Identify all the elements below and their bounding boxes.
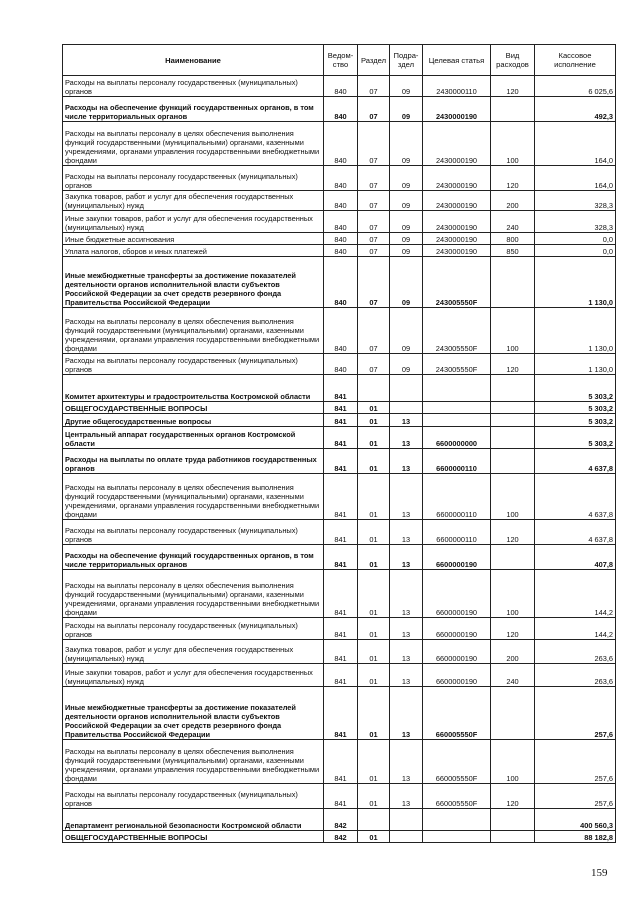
header-celevaya-statya: Целевая статья	[423, 45, 491, 76]
cell-vid-rashodov: 120	[491, 520, 535, 545]
cell-kassovoe-ispolnenie: 263,6	[535, 640, 616, 664]
cell-podrazdel: 13	[390, 784, 423, 809]
header-name: Наименование	[63, 45, 324, 76]
cell-celevaya-statya: 6600000190	[423, 618, 491, 640]
table-row	[63, 375, 616, 402]
cell-celevaya-statya: 660005550F	[423, 740, 491, 784]
cell-vid-rashodov	[491, 414, 535, 427]
table-row	[63, 245, 616, 257]
cell-vedomstvo: 840	[324, 257, 358, 308]
cell-celevaya-statya	[423, 414, 491, 427]
table-row	[63, 545, 616, 570]
cell-kassovoe-ispolnenie: 144,2	[535, 570, 616, 618]
cell-vid-rashodov: 200	[491, 191, 535, 211]
cell-razdel: 07	[358, 122, 390, 166]
cell-vid-rashodov: 850	[491, 245, 535, 257]
cell-razdel: 01	[358, 640, 390, 664]
table-row	[63, 166, 616, 191]
cell-celevaya-statya: 2430000190	[423, 233, 491, 245]
cell-name: Иные бюджетные ассигнования	[63, 233, 324, 245]
table-row	[63, 449, 616, 474]
cell-razdel: 07	[358, 233, 390, 245]
cell-vedomstvo: 840	[324, 76, 358, 97]
cell-vid-rashodov	[491, 427, 535, 449]
cell-razdel: 01	[358, 449, 390, 474]
table-row	[63, 402, 616, 414]
cell-vid-rashodov: 100	[491, 122, 535, 166]
cell-vedomstvo: 841	[324, 375, 358, 402]
cell-kassovoe-ispolnenie: 164,0	[535, 122, 616, 166]
cell-razdel: 01	[358, 570, 390, 618]
cell-vid-rashodov: 200	[491, 640, 535, 664]
cell-razdel: 07	[358, 308, 390, 354]
cell-vid-rashodov	[491, 687, 535, 740]
cell-celevaya-statya	[423, 809, 491, 831]
cell-kassovoe-ispolnenie: 1 130,0	[535, 354, 616, 375]
page-number: 159	[591, 867, 608, 879]
table-row	[63, 618, 616, 640]
table-row	[63, 831, 616, 843]
cell-vid-rashodov: 800	[491, 233, 535, 245]
cell-celevaya-statya: 2430000190	[423, 166, 491, 191]
cell-vid-rashodov	[491, 402, 535, 414]
cell-vedomstvo: 841	[324, 687, 358, 740]
cell-kassovoe-ispolnenie: 1 130,0	[535, 257, 616, 308]
cell-podrazdel: 09	[390, 354, 423, 375]
cell-celevaya-statya: 6600000190	[423, 664, 491, 687]
cell-vid-rashodov	[491, 809, 535, 831]
cell-razdel: 01	[358, 618, 390, 640]
cell-vid-rashodov	[491, 97, 535, 122]
cell-celevaya-statya: 660005550F	[423, 687, 491, 740]
cell-name: Закупка товаров, работ и услуг для обеспечения государственных (муниципальных) нужд	[63, 640, 324, 664]
cell-podrazdel: 13	[390, 570, 423, 618]
cell-kassovoe-ispolnenie: 4 637,8	[535, 449, 616, 474]
table-row	[63, 76, 616, 97]
cell-celevaya-statya: 6600000190	[423, 545, 491, 570]
cell-vid-rashodov: 100	[491, 740, 535, 784]
cell-celevaya-statya: 2430000190	[423, 97, 491, 122]
cell-vid-rashodov: 100	[491, 308, 535, 354]
cell-vid-rashodov: 120	[491, 76, 535, 97]
cell-podrazdel	[390, 402, 423, 414]
cell-name: Иные межбюджетные трансферты за достижение показателей деятельности органов исполнительной власти субъектов Российской Федерации за счет средств резервного фонда Правительства Российской Федерации	[63, 257, 324, 308]
cell-name: Расходы на выплаты персоналу в целях обеспечения выполнения функций государственными (муниципальными) органами, казенными учреждениями, органами управления государственными внебюджетными фондами	[63, 122, 324, 166]
cell-podrazdel: 09	[390, 191, 423, 211]
cell-name: Расходы на выплаты персоналу государственных (муниципальных) органов	[63, 76, 324, 97]
table-row	[63, 474, 616, 520]
cell-vedomstvo: 840	[324, 233, 358, 245]
cell-vedomstvo: 841	[324, 414, 358, 427]
cell-vid-rashodov	[491, 375, 535, 402]
cell-kassovoe-ispolnenie: 263,6	[535, 664, 616, 687]
cell-vid-rashodov: 240	[491, 211, 535, 233]
cell-name: Расходы на выплаты персоналу государственных (муниципальных) органов	[63, 618, 324, 640]
cell-name: Другие общегосударственные вопросы	[63, 414, 324, 427]
cell-razdel: 01	[358, 402, 390, 414]
cell-vedomstvo: 840	[324, 166, 358, 191]
cell-name: Расходы на выплаты по оплате труда работников государственных органов	[63, 449, 324, 474]
cell-razdel: 01	[358, 687, 390, 740]
cell-vid-rashodov	[491, 831, 535, 843]
cell-name: Иные закупки товаров, работ и услуг для обеспечения государственных (муниципальных) нужд	[63, 664, 324, 687]
cell-celevaya-statya	[423, 831, 491, 843]
cell-celevaya-statya	[423, 375, 491, 402]
cell-razdel: 07	[358, 257, 390, 308]
cell-vedomstvo: 840	[324, 191, 358, 211]
cell-podrazdel: 09	[390, 233, 423, 245]
table-row	[63, 520, 616, 545]
cell-razdel: 01	[358, 784, 390, 809]
cell-vedomstvo: 842	[324, 809, 358, 831]
cell-podrazdel	[390, 375, 423, 402]
cell-name: ОБЩЕГОСУДАРСТВЕННЫЕ ВОПРОСЫ	[63, 402, 324, 414]
cell-kassovoe-ispolnenie: 4 637,8	[535, 474, 616, 520]
table-row	[63, 570, 616, 618]
cell-vedomstvo: 841	[324, 664, 358, 687]
cell-celevaya-statya: 2430000110	[423, 76, 491, 97]
cell-razdel: 01	[358, 414, 390, 427]
cell-podrazdel: 13	[390, 414, 423, 427]
cell-razdel: 07	[358, 166, 390, 191]
cell-name: Уплата налогов, сборов и иных платежей	[63, 245, 324, 257]
cell-celevaya-statya: 243005550F	[423, 354, 491, 375]
table-row	[63, 97, 616, 122]
cell-kassovoe-ispolnenie: 0,0	[535, 245, 616, 257]
cell-razdel: 01	[358, 831, 390, 843]
cell-celevaya-statya: 6600000110	[423, 520, 491, 545]
cell-razdel: 01	[358, 545, 390, 570]
cell-razdel: 07	[358, 245, 390, 257]
cell-podrazdel: 09	[390, 308, 423, 354]
table-row	[63, 122, 616, 166]
cell-podrazdel: 09	[390, 97, 423, 122]
cell-podrazdel: 13	[390, 449, 423, 474]
cell-kassovoe-ispolnenie: 88 182,8	[535, 831, 616, 843]
cell-razdel	[358, 809, 390, 831]
cell-celevaya-statya: 2430000190	[423, 122, 491, 166]
cell-razdel: 07	[358, 76, 390, 97]
cell-vedomstvo: 841	[324, 640, 358, 664]
cell-podrazdel: 13	[390, 740, 423, 784]
cell-celevaya-statya: 6600000190	[423, 640, 491, 664]
cell-vedomstvo: 841	[324, 427, 358, 449]
cell-kassovoe-ispolnenie: 6 025,6	[535, 76, 616, 97]
cell-kassovoe-ispolnenie: 400 560,3	[535, 809, 616, 831]
cell-vedomstvo: 840	[324, 97, 358, 122]
cell-podrazdel: 13	[390, 618, 423, 640]
cell-celevaya-statya: 2430000190	[423, 211, 491, 233]
cell-vid-rashodov	[491, 449, 535, 474]
cell-razdel: 01	[358, 427, 390, 449]
cell-kassovoe-ispolnenie: 407,8	[535, 545, 616, 570]
cell-name: Расходы на обеспечение функций государственных органов, в том числе территориальных органов	[63, 97, 324, 122]
cell-podrazdel: 09	[390, 76, 423, 97]
cell-name: Иные межбюджетные трансферты за достижение показателей деятельности органов исполнительной власти субъектов Российской Федерации за счет средств резервного фонда Правительства Российской Федерации	[63, 687, 324, 740]
table-row	[63, 308, 616, 354]
cell-vedomstvo: 841	[324, 545, 358, 570]
cell-kassovoe-ispolnenie: 257,6	[535, 740, 616, 784]
cell-razdel	[358, 375, 390, 402]
table-row	[63, 211, 616, 233]
cell-vedomstvo: 840	[324, 354, 358, 375]
cell-name: Закупка товаров, работ и услуг для обеспечения государственных (муниципальных) нужд	[63, 191, 324, 211]
table-body	[63, 76, 616, 843]
cell-celevaya-statya: 6600000110	[423, 449, 491, 474]
cell-name: ОБЩЕГОСУДАРСТВЕННЫЕ ВОПРОСЫ	[63, 831, 324, 843]
table-header-row	[63, 45, 616, 76]
cell-vedomstvo: 841	[324, 449, 358, 474]
cell-kassovoe-ispolnenie: 492,3	[535, 97, 616, 122]
cell-celevaya-statya: 2430000190	[423, 245, 491, 257]
table-row	[63, 427, 616, 449]
header-podrazdel: Подра-здел	[390, 45, 423, 76]
cell-podrazdel: 13	[390, 427, 423, 449]
cell-vid-rashodov	[491, 257, 535, 308]
cell-vedomstvo: 840	[324, 308, 358, 354]
cell-podrazdel	[390, 831, 423, 843]
cell-vedomstvo: 841	[324, 784, 358, 809]
cell-name: Департамент региональной безопасности Костромской области	[63, 809, 324, 831]
cell-name: Расходы на выплаты персоналу в целях обеспечения выполнения функций государственными (муниципальными) органами, казенными учреждениями, органами управления государственными внебюджетными фондами	[63, 570, 324, 618]
cell-kassovoe-ispolnenie: 328,3	[535, 191, 616, 211]
cell-kassovoe-ispolnenie: 257,6	[535, 784, 616, 809]
cell-name: Расходы на выплаты персоналу государственных (муниципальных) органов	[63, 166, 324, 191]
table-row	[63, 740, 616, 784]
cell-name: Расходы на обеспечение функций государственных органов, в том числе территориальных органов	[63, 545, 324, 570]
table-row	[63, 640, 616, 664]
cell-podrazdel: 09	[390, 122, 423, 166]
cell-razdel: 01	[358, 664, 390, 687]
cell-podrazdel: 13	[390, 664, 423, 687]
table-row	[63, 354, 616, 375]
cell-vid-rashodov: 120	[491, 618, 535, 640]
cell-podrazdel: 09	[390, 257, 423, 308]
header-vedomstvo: Ведом-ство	[324, 45, 358, 76]
cell-razdel: 07	[358, 97, 390, 122]
cell-name: Центральный аппарат государственных органов Костромской области	[63, 427, 324, 449]
cell-vid-rashodov: 120	[491, 784, 535, 809]
cell-celevaya-statya: 6600000190	[423, 570, 491, 618]
cell-podrazdel: 09	[390, 245, 423, 257]
cell-name: Комитет архитектуры и градостроительства Костромской области	[63, 375, 324, 402]
cell-vid-rashodov: 100	[491, 570, 535, 618]
cell-vid-rashodov: 240	[491, 664, 535, 687]
cell-kassovoe-ispolnenie: 5 303,2	[535, 414, 616, 427]
cell-vedomstvo: 841	[324, 520, 358, 545]
cell-vid-rashodov: 120	[491, 354, 535, 375]
cell-podrazdel: 09	[390, 211, 423, 233]
cell-celevaya-statya: 243005550F	[423, 308, 491, 354]
cell-podrazdel	[390, 809, 423, 831]
cell-kassovoe-ispolnenie: 328,3	[535, 211, 616, 233]
cell-kassovoe-ispolnenie: 257,6	[535, 687, 616, 740]
cell-podrazdel: 13	[390, 687, 423, 740]
cell-podrazdel: 13	[390, 520, 423, 545]
cell-vid-rashodov	[491, 545, 535, 570]
table-row	[63, 687, 616, 740]
cell-podrazdel: 13	[390, 545, 423, 570]
cell-name: Расходы на выплаты персоналу государственных (муниципальных) органов	[63, 784, 324, 809]
cell-name: Расходы на выплаты персоналу государственных (муниципальных) органов	[63, 354, 324, 375]
cell-vedomstvo: 841	[324, 740, 358, 784]
cell-vedomstvo: 841	[324, 474, 358, 520]
header-kassovoe-ispolnenie: Кассовое исполнение	[535, 45, 616, 76]
cell-podrazdel: 13	[390, 640, 423, 664]
cell-kassovoe-ispolnenie: 1 130,0	[535, 308, 616, 354]
cell-razdel: 07	[358, 191, 390, 211]
cell-name: Расходы на выплаты персоналу в целях обеспечения выполнения функций государственными (муниципальными) органами, казенными учреждениями, органами управления государственными внебюджетными фондами	[63, 740, 324, 784]
cell-vedomstvo: 841	[324, 402, 358, 414]
cell-vedomstvo: 840	[324, 122, 358, 166]
cell-vedomstvo: 842	[324, 831, 358, 843]
cell-name: Расходы на выплаты персоналу в целях обеспечения выполнения функций государственными (муниципальными) органами, казенными учреждениями, органами управления государственными внебюджетными фондами	[63, 308, 324, 354]
cell-kassovoe-ispolnenie: 164,0	[535, 166, 616, 191]
cell-kassovoe-ispolnenie: 5 303,2	[535, 375, 616, 402]
cell-podrazdel: 09	[390, 166, 423, 191]
cell-celevaya-statya: 243005550F	[423, 257, 491, 308]
cell-vid-rashodov: 100	[491, 474, 535, 520]
header-razdel: Раздел	[358, 45, 390, 76]
header-vid-rashodov: Вид расходов	[491, 45, 535, 76]
cell-kassovoe-ispolnenie: 5 303,2	[535, 402, 616, 414]
table-row	[63, 233, 616, 245]
table-row	[63, 809, 616, 831]
cell-razdel: 01	[358, 520, 390, 545]
table-row	[63, 664, 616, 687]
cell-kassovoe-ispolnenie: 4 637,8	[535, 520, 616, 545]
cell-vedomstvo: 840	[324, 211, 358, 233]
cell-razdel: 01	[358, 474, 390, 520]
cell-kassovoe-ispolnenie: 0,0	[535, 233, 616, 245]
cell-celevaya-statya	[423, 402, 491, 414]
cell-celevaya-statya: 2430000190	[423, 191, 491, 211]
cell-vid-rashodov: 120	[491, 166, 535, 191]
cell-celevaya-statya: 6600000110	[423, 474, 491, 520]
cell-name: Иные закупки товаров, работ и услуг для обеспечения государственных (муниципальных) нужд	[63, 211, 324, 233]
cell-vedomstvo: 841	[324, 570, 358, 618]
table-row	[63, 414, 616, 427]
cell-name: Расходы на выплаты персоналу государственных (муниципальных) органов	[63, 520, 324, 545]
cell-podrazdel: 13	[390, 474, 423, 520]
table-row	[63, 191, 616, 211]
cell-celevaya-statya: 6600000000	[423, 427, 491, 449]
cell-razdel: 01	[358, 740, 390, 784]
cell-razdel: 07	[358, 354, 390, 375]
cell-kassovoe-ispolnenie: 144,2	[535, 618, 616, 640]
cell-vedomstvo: 840	[324, 245, 358, 257]
table-row	[63, 784, 616, 809]
cell-razdel: 07	[358, 211, 390, 233]
cell-kassovoe-ispolnenie: 5 303,2	[535, 427, 616, 449]
cell-vedomstvo: 841	[324, 618, 358, 640]
table-row	[63, 257, 616, 308]
cell-name: Расходы на выплаты персоналу в целях обеспечения выполнения функций государственными (муниципальными) органами, казенными учреждениями, органами управления государственными внебюджетными фондами	[63, 474, 324, 520]
budget-table	[62, 44, 616, 843]
cell-celevaya-statya: 660005550F	[423, 784, 491, 809]
